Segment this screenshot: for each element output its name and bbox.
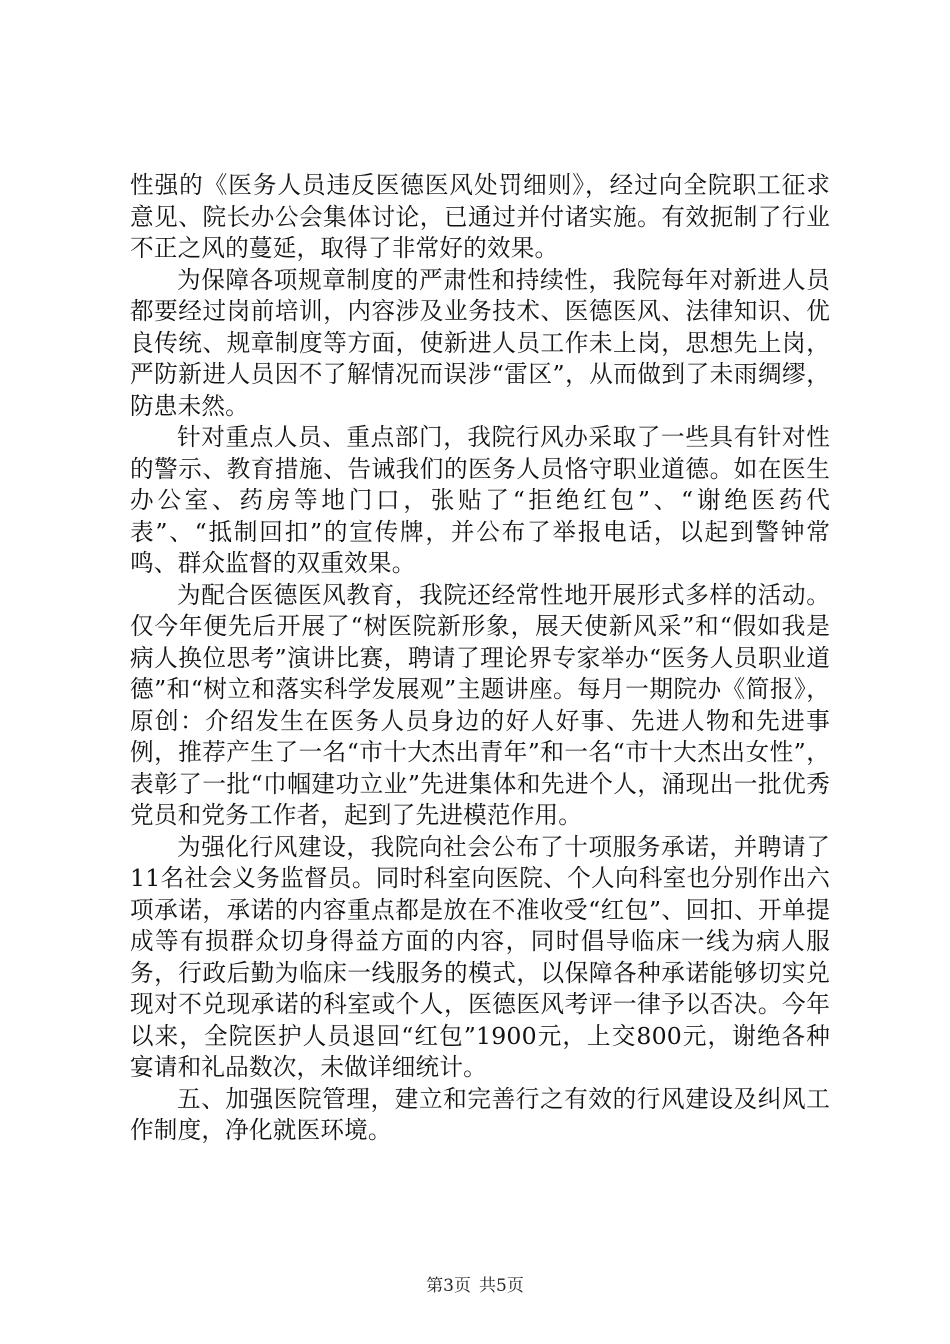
paragraph-warning-measures: 针对重点人员、重点部门，我院行风办采取了一些具有针对性的警示、教育措施、告诫我们的医务人员恪守职业道德。如在医生办公室、药房等地门口，张贴了“拒绝红包”、“谢绝医药代表”、“抵制回扣”的宣传牌，并公布了举报电话，以起到警钟常鸣、群众监督的双重效果。 — [130, 423, 830, 577]
paragraph-activities: 为配合医德医风教育，我院还经常性地开展形式多样的活动。仅今年便先后开展了“树医院新形象，展天使新风采”和“假如我是病人换位思考”演讲比赛，聘请了理论界专家举办“医务人员职业道德”和“树立和落实科学发展观”主题讲座。每月一期院办《简报》，原创：介绍发生在医务人员身边的好人好事、先进人物和先进事例，推荐产生了一名“市十大杰出青年”和一名“市十大杰出女性”，表彰了一批“巾帼建功立业”先进集体和先进个人，涌现出一批优秀党员和党务工作者，起到了先进模范作用。 — [130, 580, 830, 829]
paragraph-service-commitments: 为强化行风建设，我院向社会公布了十项服务承诺，并聘请了11名社会义务监督员。同时科室向医院、个人向科室也分别作出六项承诺，承诺的内容重点都是放在不准收受“红包”、回扣、开单提成等有损群众切身得益方面的内容，同时倡导临床一线为病人服务，行政后勤为临床一线服务的模式，以保障各种承诺能够切实兑现对不兑现承诺的科室或个人，医德医风考评一律予以否决。今年以来，全院医护人员退回“红包”1900元，上交800元，谢绝各种宴请和礼品数次，未做详细统计。 — [130, 832, 830, 1081]
page-total: 共5页 — [479, 1276, 524, 1296]
paragraph-training: 为保障各项规章制度的严肃性和持续性，我院每年对新进人员都要经过岗前培训，内容涉及业务技术、医德医风、法律知识、优良传统、规章制度等方面，使新进人员工作未上岗，思想先上岗，严防新进人员因不了解情况而误涉“雷区”，从而做到了未雨绸缪，防患未然。 — [130, 265, 830, 420]
page-footer — [0, 1276, 950, 1296]
document-body — [130, 170, 830, 1147]
paragraph-continuation: 性强的《医务人员违反医德医风处罚细则》，经过向全院职工征求意见、院长办公会集体讨论，已通过并付诸实施。有效扼制了行业不正之风的蔓延，取得了非常好的效果。 — [130, 171, 830, 262]
page-number: 第3页 — [426, 1276, 471, 1296]
paragraph-section-five-heading: 五、加强医院管理，建立和完善行之有效的行风建设及纠风工作制度，净化就医环境。 — [130, 1084, 830, 1144]
